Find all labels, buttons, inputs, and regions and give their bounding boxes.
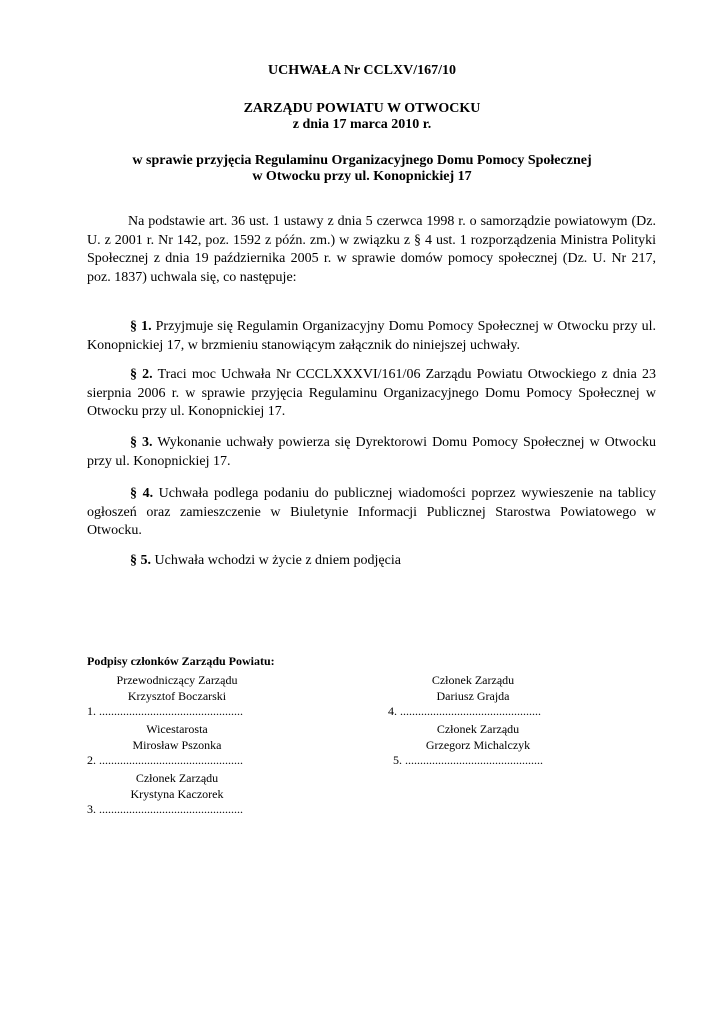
section-label: § 4. [130, 486, 154, 501]
signature-block-3 [87, 771, 267, 818]
section-paragraph-4 [87, 485, 656, 541]
signatory-role: Członek Zarządu [431, 673, 515, 687]
signature-line: 2. ................................................ [87, 753, 243, 767]
signatory-name: Grzegorz Michalczyk [425, 737, 531, 752]
signatory-role: Członek Zarządu [135, 771, 219, 785]
section-paragraph-2 [87, 366, 656, 422]
signatory-name: Krystyna Kaczorek [130, 786, 224, 801]
section-text: Uchwała podlega podaniu do publicznej wiadomości poprzez wywieszenie na tablicy ogłoszeń oraz zamieszczenie w Biuletynie Informacji Publicznej Starostwa Powiatowego w Otwocku. [87, 486, 657, 538]
resolution-title: UCHWAŁA Nr CCLXV/167/10 [268, 63, 456, 78]
signature-line: 5. .............................................. [393, 753, 543, 767]
signature-line: 3. ................................................ [87, 802, 243, 816]
signatures-header: Podpisy członków Zarządu Powiatu: [87, 654, 275, 668]
signature-block-5 [393, 722, 563, 769]
section-text: Wykonanie uchwały powierza się Dyrektorowi Domu Pomocy Społecznej w Otwocku przy ul. Konopnickiej 17. [87, 435, 656, 469]
section-label: § 2. [130, 367, 153, 382]
signatory-name: Dariusz Grajda [436, 688, 510, 703]
signature-block-2 [87, 722, 267, 769]
section-paragraph-1 [87, 318, 656, 355]
section-text: Traci moc Uchwała Nr CCCLXXXVI/161/06 Zarządu Powiatu Otwockiego z dnia 23 sierpnia 2006 r. w sprawie przyjęcia Regulaminu Organizacyjnego Domu Pomocy Społecznej w Otwocku przy ul. Konopnickiej 17. [87, 367, 657, 419]
section-label: § 1. [130, 319, 152, 334]
signatory-role: Przewodniczący Zarządu [116, 673, 238, 687]
section-paragraph-3 [87, 434, 656, 471]
signature-line: 1. ................................................ [87, 704, 243, 718]
section-paragraph-5 [87, 552, 656, 571]
signatory-role: Członek Zarządu [436, 722, 520, 736]
signature-line: 4. ............................................... [388, 704, 541, 718]
legal-basis-paragraph: Na podstawie art. 36 ust. 1 ustawy z dnia 5 czerwca 1998 r. o samorządzie powiatowym (Dz. U. z 2001 r. Nr 142, poz. 1592 z późn. zm.) w związku z § 4 ust. 1 rozporządzenia Ministra Polityki Społecznej z dnia 19 października 2005 r. w sprawie domów pomocy społecznej (Dz. U. Nr 217, poz. 1837) uchwala się, co następuje: [87, 214, 656, 285]
section-text: Uchwała wchodzi w życie z dniem podjęcia [151, 553, 401, 568]
signature-block-1 [87, 673, 267, 720]
signatory-role: Wicestarosta [146, 722, 208, 736]
signature-block-4 [388, 673, 558, 720]
section-label: § 3. [130, 435, 153, 450]
section-label: § 5. [130, 553, 151, 568]
signatory-name: Krzysztof Boczarski [127, 688, 227, 703]
date-line: z dnia 17 marca 2010 r. [292, 117, 432, 132]
section-text: Przyjmuje się Regulamin Organizacyjny Domu Pomocy Społecznej w Otwocku przy ul. Konopnickiej 17, w brzmieniu stanowiącym załącznik do niniejszej uchwały. [87, 319, 657, 353]
issuer-line: ZARZĄDU POWIATU W OTWOCKU [243, 101, 481, 116]
subject-line-1: w sprawie przyjęcia Regulaminu Organizacyjnego Domu Pomocy Społecznej [132, 153, 592, 168]
signatory-name: Mirosław Pszonka [132, 737, 222, 752]
subject-line-2: w Otwocku przy ul. Konopnickiej 17 [252, 169, 472, 184]
